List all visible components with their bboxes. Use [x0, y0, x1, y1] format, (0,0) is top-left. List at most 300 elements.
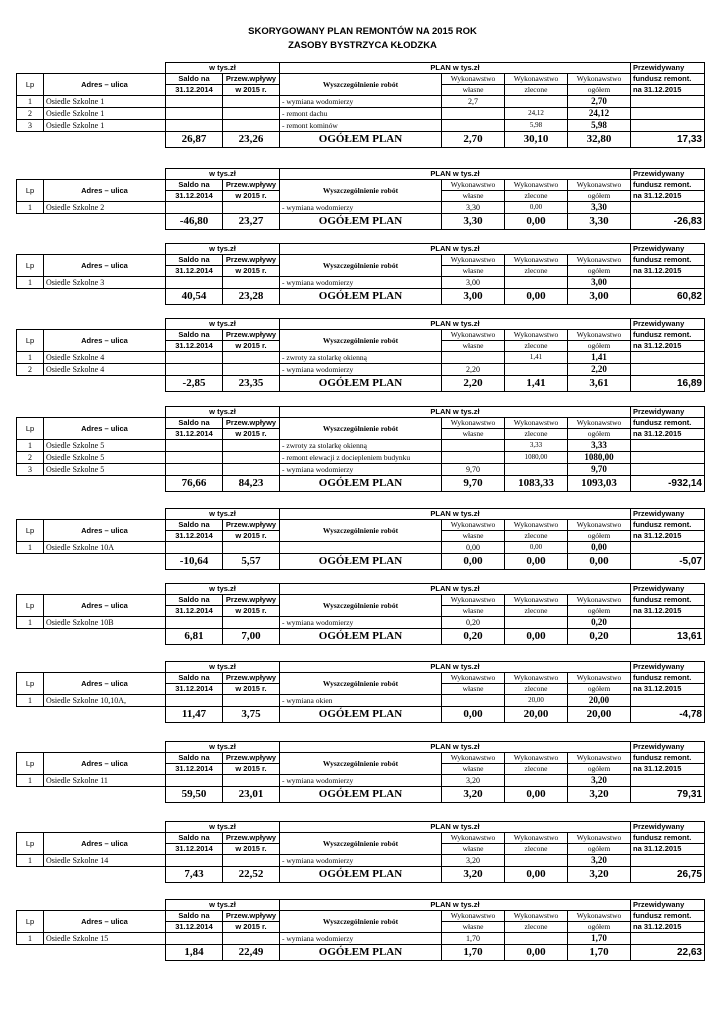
row-wplywy	[223, 96, 280, 108]
total-wlasne: 2,70	[442, 132, 505, 148]
total-saldo: 6,81	[166, 629, 223, 645]
row-ogolem: 5,98	[568, 120, 631, 132]
total-wlasne: 3,00	[442, 289, 505, 305]
header-wplywy: Przew.wpływy	[223, 753, 280, 764]
total-zlecone: 0,00	[505, 214, 568, 230]
row-lp: 3	[17, 464, 44, 476]
header-ogolem-sub: ogółem	[568, 266, 631, 277]
row-opis: - zwroty za stolarkę okienną	[280, 440, 442, 452]
row-wplywy	[223, 452, 280, 464]
total-label: OGÓŁEM PLAN	[280, 867, 442, 883]
header-wplywy: Przew.wpływy	[223, 74, 280, 85]
header-zlecone-sub: zlecone	[505, 191, 568, 202]
row-saldo	[166, 542, 223, 554]
header-wlasne: Wykonawstwo	[442, 520, 505, 531]
total-label: OGÓŁEM PLAN	[280, 945, 442, 961]
header-wplywy-year: w 2015 r.	[223, 606, 280, 617]
row-adres: Osiedle Szkolne 5	[44, 464, 166, 476]
header-saldo-date: 31.12.2014	[166, 85, 223, 96]
total-wplywy: 5,57	[223, 554, 280, 570]
row-lp: 1	[17, 933, 44, 945]
total-zlecone: 0,00	[505, 867, 568, 883]
header-fundusz-date: na 31.12.2015	[631, 844, 705, 855]
total-ogolem: 1093,03	[568, 476, 631, 492]
row-fundusz	[631, 96, 705, 108]
header-lp: Lp	[17, 180, 44, 202]
total-ogolem: 32,80	[568, 132, 631, 148]
row-wlasne	[442, 120, 505, 132]
header-adres: Adres – ulica	[44, 330, 166, 352]
total-row	[17, 945, 705, 961]
row-zlecone	[505, 933, 568, 945]
header-ogolem: Wykonawstwo	[568, 330, 631, 341]
row-opis: - remont dachu	[280, 108, 442, 120]
row-lp: 1	[17, 775, 44, 787]
row-fundusz	[631, 695, 705, 707]
total-wplywy: 22,52	[223, 867, 280, 883]
header-opis: Wyszczególnienie robót	[280, 255, 442, 277]
total-saldo: 59,50	[166, 787, 223, 803]
header-w-tys: w tys.zł	[166, 319, 280, 330]
row-adres: Osiedle Szkolne 4	[44, 352, 166, 364]
row-adres: Osiedle Szkolne 10A	[44, 542, 166, 554]
row-ogolem: 3,20	[568, 775, 631, 787]
row-wplywy	[223, 617, 280, 629]
total-ogolem: 1,70	[568, 945, 631, 961]
total-row	[17, 707, 705, 723]
header-ogolem-sub: ogółem	[568, 429, 631, 440]
header-wplywy-year: w 2015 r.	[223, 684, 280, 695]
total-saldo: 40,54	[166, 289, 223, 305]
header-wlasne-sub: własne	[442, 191, 505, 202]
header-saldo-date: 31.12.2014	[166, 531, 223, 542]
row-wlasne: 3,20	[442, 855, 505, 867]
header-ogolem-sub: ogółem	[568, 764, 631, 775]
plan-block-table-5	[16, 406, 705, 492]
header-saldo-date: 31.12.2014	[166, 844, 223, 855]
row-wplywy	[223, 775, 280, 787]
table-row	[17, 202, 705, 214]
header-saldo: Saldo na	[166, 595, 223, 606]
total-label: OGÓŁEM PLAN	[280, 707, 442, 723]
row-lp: 1	[17, 855, 44, 867]
header-plan: PLAN w tys.zł	[280, 900, 631, 911]
header-w-tys: w tys.zł	[166, 822, 280, 833]
total-wlasne: 3,20	[442, 867, 505, 883]
header-zlecone-sub: zlecone	[505, 684, 568, 695]
header-zlecone-sub: zlecone	[505, 606, 568, 617]
total-row	[17, 132, 705, 148]
row-zlecone: 20,00	[505, 695, 568, 707]
header-saldo: Saldo na	[166, 753, 223, 764]
header-wplywy: Przew.wpływy	[223, 418, 280, 429]
header-fundusz-date: na 31.12.2015	[631, 429, 705, 440]
header-wlasne-sub: własne	[442, 85, 505, 96]
header-opis: Wyszczególnienie robót	[280, 833, 442, 855]
row-wlasne	[442, 352, 505, 364]
header-lp: Lp	[17, 418, 44, 440]
total-wplywy: 3,75	[223, 707, 280, 723]
header-fundusz-date: na 31.12.2015	[631, 684, 705, 695]
row-saldo	[166, 775, 223, 787]
total-wlasne: 1,70	[442, 945, 505, 961]
plan-block-table-11	[16, 899, 705, 961]
header-opis: Wyszczególnienie robót	[280, 180, 442, 202]
total-ogolem: 3,30	[568, 214, 631, 230]
header-przewidywany: Przewidywany	[631, 822, 705, 833]
row-ogolem: 3,20	[568, 855, 631, 867]
plan-block-table-4	[16, 318, 705, 392]
header-w-tys: w tys.zł	[166, 509, 280, 520]
header-lp: Lp	[17, 673, 44, 695]
total-fundusz: 16,89	[631, 376, 705, 392]
header-saldo-date: 31.12.2014	[166, 191, 223, 202]
row-lp: 2	[17, 364, 44, 376]
row-wplywy	[223, 352, 280, 364]
header-zlecone: Wykonawstwo	[505, 520, 568, 531]
header-adres: Adres – ulica	[44, 255, 166, 277]
header-fundusz-date: na 31.12.2015	[631, 341, 705, 352]
row-fundusz	[631, 855, 705, 867]
row-zlecone: 3,33	[505, 440, 568, 452]
total-label: OGÓŁEM PLAN	[280, 132, 442, 148]
row-wlasne: 0,00	[442, 542, 505, 554]
row-wlasne: 2,7	[442, 96, 505, 108]
header-ogolem-sub: ogółem	[568, 844, 631, 855]
header-saldo-date: 31.12.2014	[166, 606, 223, 617]
header-wplywy: Przew.wpływy	[223, 673, 280, 684]
header-w-tys: w tys.zł	[166, 662, 280, 673]
header-fundusz-date: na 31.12.2015	[631, 922, 705, 933]
header-fundusz-date: na 31.12.2015	[631, 191, 705, 202]
row-ogolem: 3,30	[568, 202, 631, 214]
row-saldo	[166, 855, 223, 867]
header-lp: Lp	[17, 833, 44, 855]
row-ogolem: 0,20	[568, 617, 631, 629]
header-saldo: Saldo na	[166, 255, 223, 266]
header-opis: Wyszczególnienie robót	[280, 595, 442, 617]
header-w-tys: w tys.zł	[166, 742, 280, 753]
header-przewidywany: Przewidywany	[631, 63, 705, 74]
row-wlasne: 0,20	[442, 617, 505, 629]
header-ogolem-sub: ogółem	[568, 922, 631, 933]
total-row	[17, 289, 705, 305]
header-wplywy: Przew.wpływy	[223, 833, 280, 844]
header-saldo: Saldo na	[166, 520, 223, 531]
header-przewidywany: Przewidywany	[631, 662, 705, 673]
row-opis: - wymiana wodomierzy	[280, 202, 442, 214]
header-wplywy-year: w 2015 r.	[223, 844, 280, 855]
row-ogolem: 3,33	[568, 440, 631, 452]
header-fundusz: fundusz remont.	[631, 520, 705, 531]
header-ogolem: Wykonawstwo	[568, 180, 631, 191]
row-fundusz	[631, 542, 705, 554]
header-plan: PLAN w tys.zł	[280, 742, 631, 753]
total-wlasne: 9,70	[442, 476, 505, 492]
header-fundusz-date: na 31.12.2015	[631, 606, 705, 617]
row-adres: Osiedle Szkolne 14	[44, 855, 166, 867]
header-zlecone: Wykonawstwo	[505, 911, 568, 922]
total-zlecone: 0,00	[505, 787, 568, 803]
header-wplywy-year: w 2015 r.	[223, 341, 280, 352]
header-w-tys: w tys.zł	[166, 169, 280, 180]
plan-block-table-10	[16, 821, 705, 883]
row-wlasne	[442, 452, 505, 464]
row-wplywy	[223, 695, 280, 707]
table-row	[17, 440, 705, 452]
header-wplywy: Przew.wpływy	[223, 180, 280, 191]
row-wplywy	[223, 202, 280, 214]
header-wlasne: Wykonawstwo	[442, 255, 505, 266]
header-saldo: Saldo na	[166, 673, 223, 684]
header-plan: PLAN w tys.zł	[280, 407, 631, 418]
total-wplywy: 7,00	[223, 629, 280, 645]
table-row	[17, 352, 705, 364]
header-lp: Lp	[17, 520, 44, 542]
row-ogolem: 20,00	[568, 695, 631, 707]
header-wplywy-year: w 2015 r.	[223, 85, 280, 96]
row-fundusz	[631, 933, 705, 945]
row-wlasne: 3,30	[442, 202, 505, 214]
plan-block-table-3	[16, 243, 705, 305]
total-zlecone: 0,00	[505, 945, 568, 961]
header-lp: Lp	[17, 911, 44, 933]
header-ogolem: Wykonawstwo	[568, 673, 631, 684]
row-saldo	[166, 464, 223, 476]
total-fundusz: 17,33	[631, 132, 705, 148]
header-wlasne: Wykonawstwo	[442, 418, 505, 429]
header-ogolem-sub: ogółem	[568, 531, 631, 542]
row-opis: - zwroty za stolarkę okienną	[280, 352, 442, 364]
header-zlecone-sub: zlecone	[505, 341, 568, 352]
header-adres: Adres – ulica	[44, 418, 166, 440]
row-opis: - remont elewacji z dociepleniem budynku	[280, 452, 442, 464]
header-wlasne-sub: własne	[442, 844, 505, 855]
header-fundusz: fundusz remont.	[631, 330, 705, 341]
total-label: OGÓŁEM PLAN	[280, 787, 442, 803]
row-zlecone: 0,00	[505, 202, 568, 214]
row-adres: Osiedle Szkolne 5	[44, 440, 166, 452]
header-przewidywany: Przewidywany	[631, 319, 705, 330]
row-ogolem: 0,00	[568, 542, 631, 554]
row-lp: 1	[17, 695, 44, 707]
row-lp: 2	[17, 452, 44, 464]
header-opis: Wyszczególnienie robót	[280, 418, 442, 440]
row-fundusz	[631, 617, 705, 629]
row-wplywy	[223, 542, 280, 554]
row-zlecone: 1080,00	[505, 452, 568, 464]
row-lp: 1	[17, 277, 44, 289]
header-lp: Lp	[17, 330, 44, 352]
total-zlecone: 30,10	[505, 132, 568, 148]
header-wplywy-year: w 2015 r.	[223, 764, 280, 775]
header-fundusz-date: na 31.12.2015	[631, 85, 705, 96]
header-wplywy-year: w 2015 r.	[223, 191, 280, 202]
header-saldo: Saldo na	[166, 833, 223, 844]
total-fundusz: 26,75	[631, 867, 705, 883]
row-opis: - remont kominów	[280, 120, 442, 132]
header-fundusz: fundusz remont.	[631, 673, 705, 684]
total-fundusz: -4,78	[631, 707, 705, 723]
total-wplywy: 23,01	[223, 787, 280, 803]
header-przewidywany: Przewidywany	[631, 407, 705, 418]
table-row	[17, 364, 705, 376]
row-wplywy	[223, 933, 280, 945]
header-wlasne-sub: własne	[442, 606, 505, 617]
page-title: SKORYGOWANY PLAN REMONTÓW NA 2015 ROK	[248, 26, 477, 37]
row-saldo	[166, 96, 223, 108]
header-w-tys: w tys.zł	[166, 900, 280, 911]
row-wplywy	[223, 120, 280, 132]
header-adres: Adres – ulica	[44, 911, 166, 933]
header-opis: Wyszczególnienie robót	[280, 520, 442, 542]
total-zlecone: 20,00	[505, 707, 568, 723]
row-zlecone	[505, 464, 568, 476]
total-fundusz: 79,31	[631, 787, 705, 803]
header-przewidywany: Przewidywany	[631, 584, 705, 595]
row-saldo	[166, 440, 223, 452]
total-label: OGÓŁEM PLAN	[280, 554, 442, 570]
row-wlasne	[442, 440, 505, 452]
total-wlasne: 0,00	[442, 707, 505, 723]
row-adres: Osiedle Szkolne 11	[44, 775, 166, 787]
header-fundusz: fundusz remont.	[631, 74, 705, 85]
total-fundusz: -26,83	[631, 214, 705, 230]
row-adres: Osiedle Szkolne 1	[44, 96, 166, 108]
row-fundusz	[631, 775, 705, 787]
row-ogolem: 9,70	[568, 464, 631, 476]
row-zlecone: 5,98	[505, 120, 568, 132]
header-wlasne-sub: własne	[442, 684, 505, 695]
header-saldo: Saldo na	[166, 330, 223, 341]
row-wlasne	[442, 108, 505, 120]
total-wplywy: 23,35	[223, 376, 280, 392]
header-w-tys: w tys.zł	[166, 63, 280, 74]
header-wlasne: Wykonawstwo	[442, 595, 505, 606]
row-saldo	[166, 364, 223, 376]
header-ogolem-sub: ogółem	[568, 85, 631, 96]
header-plan: PLAN w tys.zł	[280, 584, 631, 595]
total-saldo: 7,43	[166, 867, 223, 883]
row-wlasne: 9,70	[442, 464, 505, 476]
row-wlasne: 1,70	[442, 933, 505, 945]
total-ogolem: 0,20	[568, 629, 631, 645]
row-adres: Osiedle Szkolne 1	[44, 108, 166, 120]
total-ogolem: 20,00	[568, 707, 631, 723]
header-opis: Wyszczególnienie robót	[280, 330, 442, 352]
header-zlecone-sub: zlecone	[505, 531, 568, 542]
header-fundusz-date: na 31.12.2015	[631, 531, 705, 542]
header-zlecone: Wykonawstwo	[505, 255, 568, 266]
header-fundusz: fundusz remont.	[631, 418, 705, 429]
header-wlasne-sub: własne	[442, 429, 505, 440]
total-wlasne: 0,20	[442, 629, 505, 645]
row-lp: 1	[17, 202, 44, 214]
table-row	[17, 617, 705, 629]
header-przewidywany: Przewidywany	[631, 900, 705, 911]
total-saldo: 76,66	[166, 476, 223, 492]
plan-block-table-9	[16, 741, 705, 803]
row-wlasne	[442, 695, 505, 707]
header-lp: Lp	[17, 595, 44, 617]
row-zlecone: 24,12	[505, 108, 568, 120]
table-row	[17, 542, 705, 554]
row-ogolem: 3,00	[568, 277, 631, 289]
row-ogolem: 1,41	[568, 352, 631, 364]
header-zlecone-sub: zlecone	[505, 85, 568, 96]
row-ogolem: 1080,00	[568, 452, 631, 464]
header-adres: Adres – ulica	[44, 74, 166, 96]
header-lp: Lp	[17, 753, 44, 775]
header-zlecone: Wykonawstwo	[505, 74, 568, 85]
row-adres: Osiedle Szkolne 10B	[44, 617, 166, 629]
header-fundusz: fundusz remont.	[631, 911, 705, 922]
total-saldo: -2,85	[166, 376, 223, 392]
header-przewidywany: Przewidywany	[631, 742, 705, 753]
header-adres: Adres – ulica	[44, 595, 166, 617]
total-wplywy: 23,26	[223, 132, 280, 148]
row-adres: Osiedle Szkolne 5	[44, 452, 166, 464]
header-zlecone: Wykonawstwo	[505, 673, 568, 684]
header-zlecone: Wykonawstwo	[505, 418, 568, 429]
total-label: OGÓŁEM PLAN	[280, 629, 442, 645]
header-wplywy: Przew.wpływy	[223, 330, 280, 341]
header-zlecone-sub: zlecone	[505, 764, 568, 775]
total-ogolem: 3,00	[568, 289, 631, 305]
row-wplywy	[223, 108, 280, 120]
table-row	[17, 775, 705, 787]
header-wplywy: Przew.wpływy	[223, 520, 280, 531]
header-plan: PLAN w tys.zł	[280, 169, 631, 180]
header-zlecone-sub: zlecone	[505, 266, 568, 277]
header-zlecone-sub: zlecone	[505, 844, 568, 855]
plan-block-table-6	[16, 508, 705, 570]
header-wplywy-year: w 2015 r.	[223, 266, 280, 277]
total-row	[17, 476, 705, 492]
row-fundusz	[631, 202, 705, 214]
header-wlasne: Wykonawstwo	[442, 911, 505, 922]
row-wplywy	[223, 364, 280, 376]
row-opis: - wymiana wodomierzy	[280, 933, 442, 945]
header-wlasne-sub: własne	[442, 341, 505, 352]
header-saldo: Saldo na	[166, 74, 223, 85]
header-wlasne: Wykonawstwo	[442, 180, 505, 191]
row-fundusz	[631, 364, 705, 376]
total-label: OGÓŁEM PLAN	[280, 214, 442, 230]
total-label: OGÓŁEM PLAN	[280, 376, 442, 392]
header-wlasne: Wykonawstwo	[442, 833, 505, 844]
header-wlasne-sub: własne	[442, 764, 505, 775]
row-ogolem: 2,20	[568, 364, 631, 376]
row-adres: Osiedle Szkolne 3	[44, 277, 166, 289]
total-fundusz: 60,82	[631, 289, 705, 305]
header-saldo-date: 31.12.2014	[166, 266, 223, 277]
plan-block-table-1	[16, 62, 705, 148]
header-adres: Adres – ulica	[44, 673, 166, 695]
total-row	[17, 629, 705, 645]
total-saldo: -46,80	[166, 214, 223, 230]
header-wplywy: Przew.wpływy	[223, 595, 280, 606]
total-saldo: 1,84	[166, 945, 223, 961]
header-opis: Wyszczególnienie robót	[280, 753, 442, 775]
total-wlasne: 3,20	[442, 787, 505, 803]
header-fundusz: fundusz remont.	[631, 833, 705, 844]
row-wlasne: 3,20	[442, 775, 505, 787]
header-wlasne: Wykonawstwo	[442, 74, 505, 85]
page-subtitle: ZASOBY BYSTRZYCA KŁODZKA	[288, 40, 437, 51]
header-saldo-date: 31.12.2014	[166, 341, 223, 352]
total-wplywy: 23,28	[223, 289, 280, 305]
